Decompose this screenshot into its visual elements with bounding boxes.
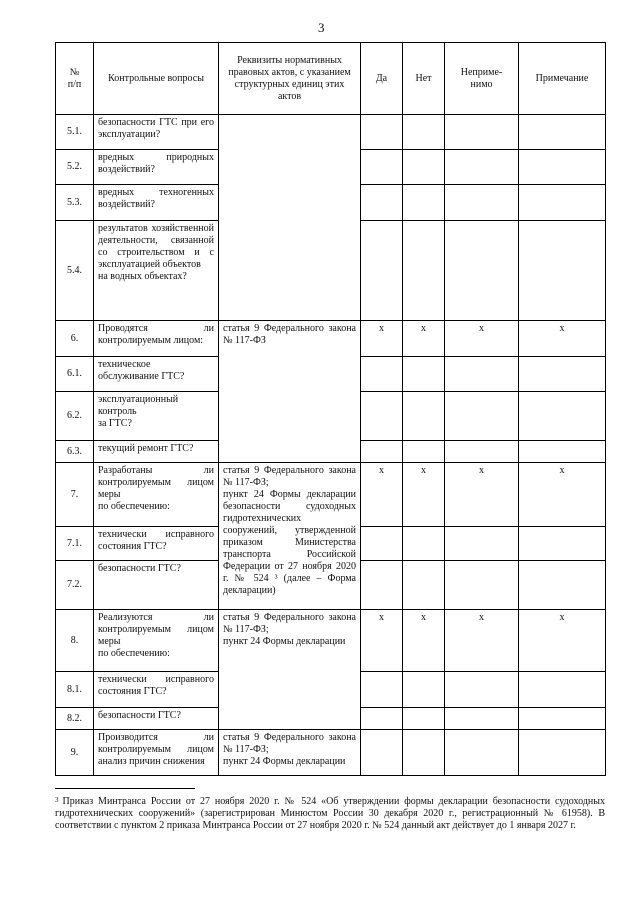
table-row bbox=[56, 115, 606, 150]
row-question: результатов хозяйственной деятельности, связанной со строительством и с эксплуатацией объектов на водных объектах? bbox=[94, 221, 219, 321]
row-num: 6.1. bbox=[56, 357, 94, 392]
header-yes: Да bbox=[361, 43, 403, 115]
cell-not-applicable bbox=[445, 115, 519, 150]
table-row bbox=[56, 463, 606, 527]
row-question: вредных природных воздействий? bbox=[94, 150, 219, 185]
cell-yes bbox=[361, 392, 403, 441]
row-question: Реализуются ли контролируемым лицом меры по обеспечению: bbox=[94, 610, 219, 672]
row-num: 6.2. bbox=[56, 392, 94, 441]
cell-no: х bbox=[403, 463, 445, 527]
cell-no bbox=[403, 185, 445, 221]
cell-not-applicable bbox=[445, 672, 519, 708]
row-question: технически исправного состояния ГТС? bbox=[94, 672, 219, 708]
cell-no bbox=[403, 730, 445, 776]
row-requisites: статья 9 Федерального закона № 117-ФЗ; пункт 24 Формы декларации bbox=[219, 730, 361, 776]
row-question: Проводятся ли контролируемым лицом: bbox=[94, 321, 219, 357]
row-question: безопасности ГТС? bbox=[94, 561, 219, 610]
cell-yes bbox=[361, 221, 403, 321]
table-row bbox=[56, 321, 606, 357]
cell-not-applicable bbox=[445, 527, 519, 561]
footnote-mark: 3 bbox=[55, 796, 59, 804]
table-header-row bbox=[56, 43, 606, 115]
row-question: Разработаны ли контролируемым лицом меры по обеспечению: bbox=[94, 463, 219, 527]
row-requisites: статья 9 Федерального закона № 117-ФЗ bbox=[219, 321, 361, 463]
cell-note bbox=[519, 561, 606, 610]
cell-no bbox=[403, 221, 445, 321]
row-num: 7.1. bbox=[56, 527, 94, 561]
cell-not-applicable bbox=[445, 708, 519, 730]
cell-note: х bbox=[519, 463, 606, 527]
table-row bbox=[56, 730, 606, 776]
cell-note: х bbox=[519, 610, 606, 672]
cell-note bbox=[519, 708, 606, 730]
row-num: 7. bbox=[56, 463, 94, 527]
cell-no bbox=[403, 150, 445, 185]
row-question: техническое обслуживание ГТС? bbox=[94, 357, 219, 392]
footnote-text: Приказ Минтранса России от 27 ноября 2020 г. № 524 «Об утверждении формы декларации безопасности судоходных гидротехнических сооружений» (зарегистрирован Минюстом России 30 декабря 2020 г., регистрационный № 61958). В соответствии с пунктом 2 приказа Минтранса России от 27 ноября 2020 г. № 524 данный акт действует до 1 января 2027 г. bbox=[55, 796, 605, 831]
cell-not-applicable bbox=[445, 441, 519, 463]
cell-not-applicable: х bbox=[445, 321, 519, 357]
cell-not-applicable bbox=[445, 561, 519, 610]
cell-note bbox=[519, 672, 606, 708]
row-num: 8.1. bbox=[56, 672, 94, 708]
cell-note bbox=[519, 441, 606, 463]
row-num: 5.3. bbox=[56, 185, 94, 221]
cell-no bbox=[403, 708, 445, 730]
cell-yes: х bbox=[361, 610, 403, 672]
row-num: 6. bbox=[56, 321, 94, 357]
cell-yes bbox=[361, 672, 403, 708]
row-question: технически исправного состояния ГТС? bbox=[94, 527, 219, 561]
cell-note bbox=[519, 392, 606, 441]
row-num: 7.2. bbox=[56, 561, 94, 610]
cell-yes bbox=[361, 115, 403, 150]
cell-not-applicable: х bbox=[445, 610, 519, 672]
cell-note bbox=[519, 150, 606, 185]
row-question: Производится ли контролируемым лицом анализ причин снижения bbox=[94, 730, 219, 776]
cell-no bbox=[403, 357, 445, 392]
row-num: 8. bbox=[56, 610, 94, 672]
row-question: безопасности ГТС при его эксплуатации? bbox=[94, 115, 219, 150]
row-num: 9. bbox=[56, 730, 94, 776]
cell-no bbox=[403, 527, 445, 561]
header-num: № п/п bbox=[56, 43, 94, 115]
cell-note bbox=[519, 357, 606, 392]
footnote-divider bbox=[55, 788, 195, 789]
cell-no bbox=[403, 672, 445, 708]
cell-yes bbox=[361, 441, 403, 463]
cell-yes: х bbox=[361, 463, 403, 527]
cell-yes bbox=[361, 708, 403, 730]
header-not-applicable: Неприме- нимо bbox=[445, 43, 519, 115]
row-num: 8.2. bbox=[56, 708, 94, 730]
row-num: 5.4. bbox=[56, 221, 94, 321]
row-num: 6.3. bbox=[56, 441, 94, 463]
cell-yes bbox=[361, 527, 403, 561]
cell-not-applicable bbox=[445, 150, 519, 185]
table-row bbox=[56, 610, 606, 672]
cell-yes bbox=[361, 185, 403, 221]
control-questions-table bbox=[55, 42, 606, 776]
cell-not-applicable bbox=[445, 392, 519, 441]
cell-not-applicable bbox=[445, 185, 519, 221]
cell-no: х bbox=[403, 321, 445, 357]
cell-not-applicable bbox=[445, 730, 519, 776]
cell-no: х bbox=[403, 610, 445, 672]
cell-yes: х bbox=[361, 321, 403, 357]
cell-note bbox=[519, 527, 606, 561]
row-requisites: статья 9 Федерального закона № 117-ФЗ; пункт 24 Формы декларации безопасности судоходных гидротехнических сооружений, утвержденной приказом Министерства транспорта Российской Федерации от 27 ноября 2020 г. № 524 ³ (далее – Форма декларации) bbox=[219, 463, 361, 610]
row-num: 5.1. bbox=[56, 115, 94, 150]
footnote bbox=[55, 796, 605, 832]
cell-not-applicable bbox=[445, 221, 519, 321]
row-num: 5.2. bbox=[56, 150, 94, 185]
header-question: Контрольные вопросы bbox=[94, 43, 219, 115]
row-question: вредных техногенных воздействий? bbox=[94, 185, 219, 221]
header-note: Примечание bbox=[519, 43, 606, 115]
cell-note bbox=[519, 730, 606, 776]
row-question: эксплуатационный контроль за ГТС? bbox=[94, 392, 219, 441]
row-requisites bbox=[219, 115, 361, 321]
cell-no bbox=[403, 115, 445, 150]
row-question: безопасности ГТС? bbox=[94, 708, 219, 730]
cell-yes bbox=[361, 357, 403, 392]
cell-yes bbox=[361, 150, 403, 185]
cell-note bbox=[519, 221, 606, 321]
header-no: Нет bbox=[403, 43, 445, 115]
header-requisites: Реквизиты нормативных правовых актов, с указанием структурных единиц этих актов bbox=[219, 43, 361, 115]
cell-no bbox=[403, 392, 445, 441]
cell-note: х bbox=[519, 321, 606, 357]
page-number: 3 bbox=[318, 20, 325, 35]
cell-note bbox=[519, 185, 606, 221]
cell-note bbox=[519, 115, 606, 150]
row-requisites: статья 9 Федерального закона № 117-ФЗ; пункт 24 Формы декларации bbox=[219, 610, 361, 730]
cell-yes bbox=[361, 561, 403, 610]
cell-no bbox=[403, 561, 445, 610]
cell-yes bbox=[361, 730, 403, 776]
cell-not-applicable bbox=[445, 357, 519, 392]
cell-no bbox=[403, 441, 445, 463]
cell-not-applicable: х bbox=[445, 463, 519, 527]
row-question: текущий ремонт ГТС? bbox=[94, 441, 219, 463]
